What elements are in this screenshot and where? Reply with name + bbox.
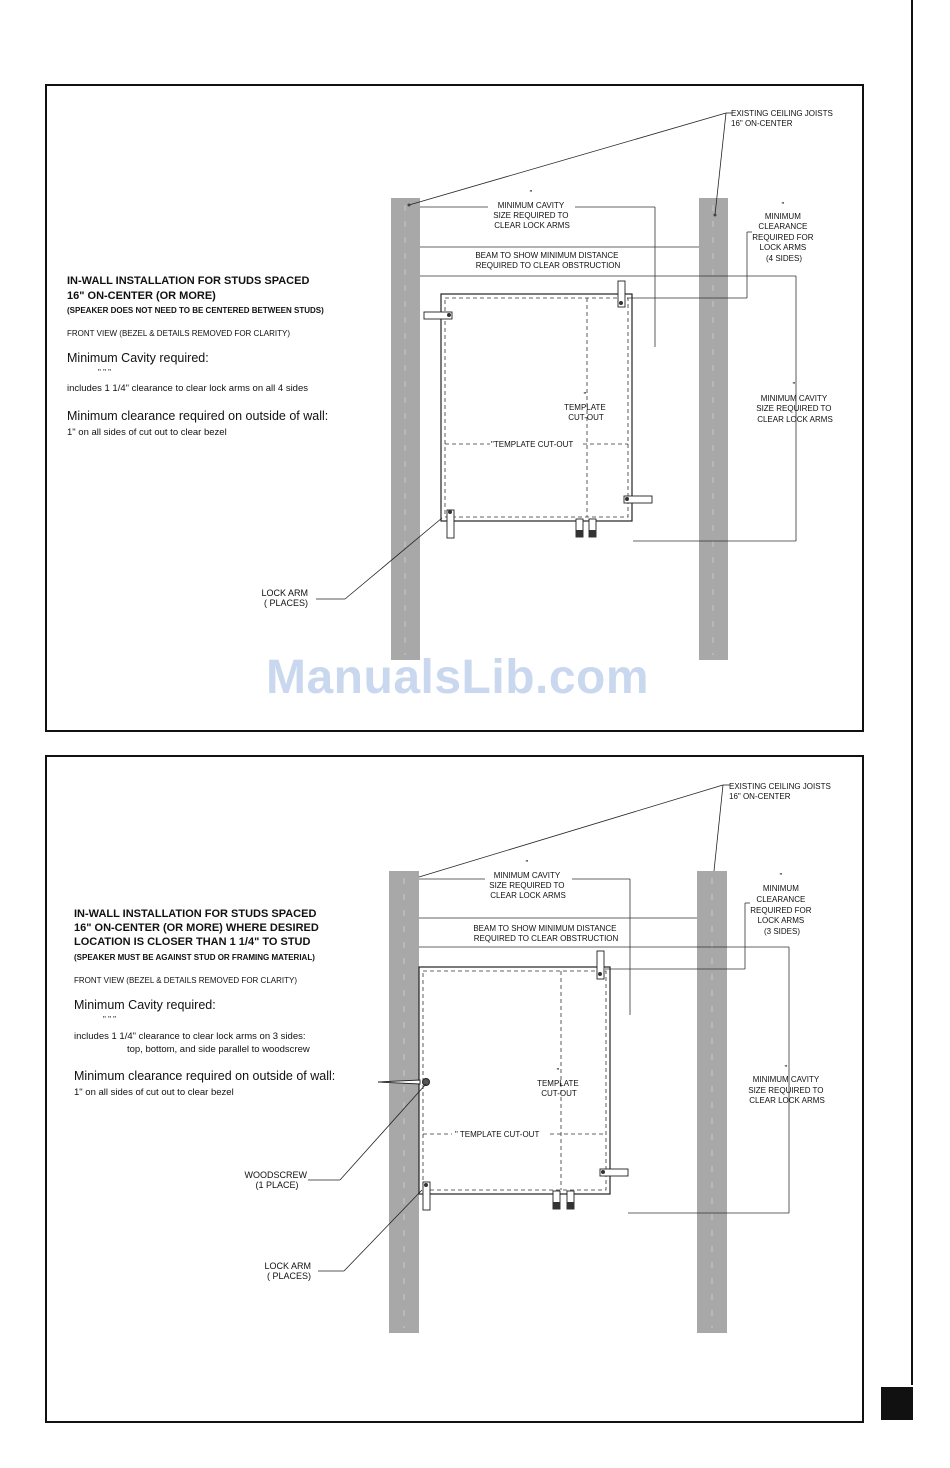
watermark: ManualsLib.com [266,651,650,704]
beam-label: BEAM TO SHOW MINIMUM DISTANCE REQUIRED TO CLEAR OBSTRUCTION [475,251,621,270]
panel-top [67,109,835,660]
min-cavity-side-label: " MINIMUM CAVITY SIZE REQUIRED TO CLEAR LOCK ARMS [756,381,833,424]
min-outside-title: Minimum clearance required on outside of wall: [74,1069,336,1083]
beam-label: BEAM TO SHOW MINIMUM DISTANCE REQUIRED TO CLEAR OBSTRUCTION [473,924,619,943]
min-outside-note: 1" on all sides of cut out to clear bezel [67,427,227,438]
woodscrew-label: WOODSCREW (1 PLACE) [244,1170,307,1190]
speaker-enclosure [419,967,610,1194]
lock-arm-right [600,1169,628,1176]
min-cavity-marks: " " " [98,368,111,377]
min-cavity-marks: " " " [103,1015,116,1024]
lock-arm-top [597,951,604,979]
min-cavity-title: Minimum Cavity required: [67,351,209,365]
template-cutout-label: " TEMPLATE CUT-OUT [564,391,606,422]
lock-arm-left [424,312,452,319]
min-cavity-note: includes 1 1/4" clearance to clear lock arms on all 4 sides [67,383,308,394]
min-outside-note: 1" on all sides of cut out to clear bezel [74,1087,234,1098]
joists-label: EXISTING CEILING JOISTS 16" ON-CENTER [729,782,831,801]
min-cavity-title: Minimum Cavity required: [74,998,216,1012]
panel-bottom [74,782,833,1333]
joists-label: EXISTING CEILING JOISTS 16" ON-CENTER [731,109,833,128]
min-clearance-label: " MINIMUM CLEARANCE REQUIRED FOR LOCK ARMS (4 SIDES) [752,201,814,263]
lock-arm-right [624,496,652,503]
min-cavity-note: includes 1 1/4" clearance to clear lock arms on 3 sides: top, bottom, and side parallel to woodscrew [74,1031,310,1055]
section-subheading: (SPEAKER DOES NOT NEED TO BE CENTERED BETWEEN STUDS) [67,306,324,315]
min-outside-title: Minimum clearance required on outside of wall: [67,409,329,423]
lock-arm-bottom [447,510,454,538]
lock-arm-label: LOCK ARM ( PLACES) [264,1261,312,1281]
template-cutout-label: " TEMPLATE CUT-OUT [537,1067,579,1098]
front-view-note: FRONT VIEW (BEZEL & DETAILS REMOVED FOR CLARITY) [74,976,297,985]
min-cavity-top-label: " MINIMUM CAVITY SIZE REQUIRED TO CLEAR LOCK ARMS [489,859,566,900]
terminal-posts [576,519,596,537]
lock-arm-top [618,281,625,307]
min-clearance-label: " MINIMUM CLEARANCE REQUIRED FOR LOCK ARMS (3 SIDES) [750,872,812,936]
section-subheading: (SPEAKER MUST BE AGAINST STUD OR FRAMING MATERIAL) [74,953,315,962]
template-cutout-horizontal-label: "TEMPLATE CUT-OUT [491,440,574,449]
lock-arm-label: LOCK ARM ( PLACES) [261,588,309,608]
lock-arm-bottom [423,1182,430,1210]
section-heading: IN-WALL INSTALLATION FOR STUDS SPACED 16" ON-CENTER (OR MORE) [67,275,310,302]
front-view-note: FRONT VIEW (BEZEL & DETAILS REMOVED FOR CLARITY) [67,329,290,338]
section-heading: IN-WALL INSTALLATION FOR STUDS SPACED 16" ON-CENTER (OR MORE) WHERE DESIRED LOCATION IS CLOSER THAN 1 1/4" TO STUD [74,908,319,948]
min-cavity-side-label: " MINIMUM CAVITY SIZE REQUIRED TO CLEAR LOCK ARMS [748,1064,825,1105]
min-cavity-top-label: " MINIMUM CAVITY SIZE REQUIRED TO CLEAR LOCK ARMS [493,189,570,230]
template-cutout-horizontal-label: " TEMPLATE CUT-OUT [455,1130,540,1139]
